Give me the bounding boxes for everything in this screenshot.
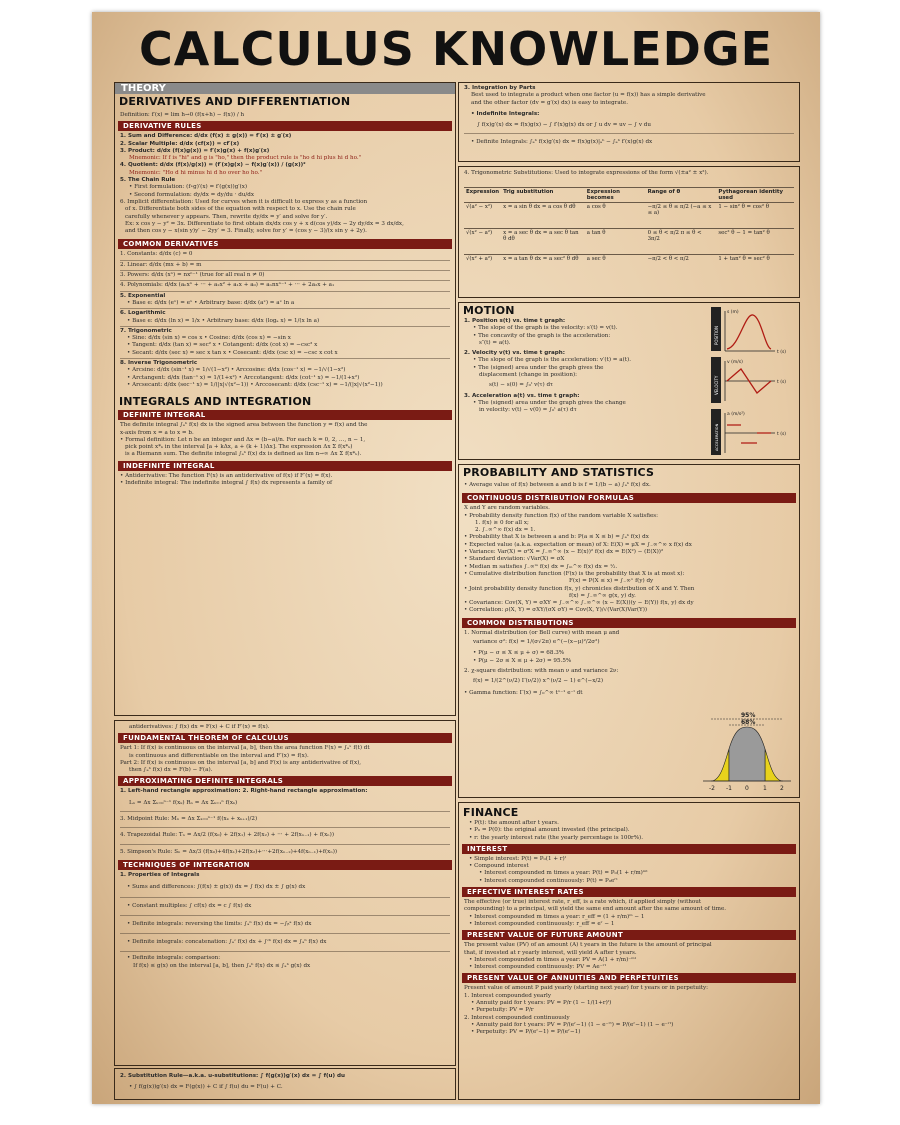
common-derivatives-list (115, 251, 455, 389)
cont-line: • Probability density function f(x) of the random variable X satisfies: (464, 512, 659, 519)
motion-line: s″(t) = a(t). (479, 339, 511, 346)
common-derivative: 5. Exponential (120, 292, 166, 299)
derivatives-heading: DERIVATIVES AND DIFFERENTIATION (119, 95, 351, 108)
table-header: Pythagorean identity used (716, 188, 794, 203)
bell-tick: 0 (745, 785, 749, 792)
annuity-line: • Annuity paid for t years: PV = P/(eʳ−1) (1 − e⁻ʳᵗ) = P/(eʳ−1) (1 − e⁻ʳᵗ) (471, 1021, 674, 1028)
common-distributions-band: COMMON DISTRIBUTIONS (462, 618, 796, 628)
table-header: Expression (464, 188, 501, 203)
table-cell: a cos θ (585, 203, 646, 229)
table-header: Expression becomes (585, 188, 646, 203)
cont-line: • Median m satisfies ∫₋∞ᵐ f(x) dx = ∫ₘ^∞ f(x) dx = ½. (464, 563, 618, 570)
acceleration-graph (711, 409, 786, 455)
interest-line: • Compound interest (469, 863, 529, 870)
finance-intro: • P(t): the amount after t years. (469, 820, 559, 826)
dist-line: • P(μ − 2σ ≤ X ≤ μ + 2σ) = 95.5% (473, 657, 572, 664)
common-derivative: 6. Logarithmic (120, 310, 166, 317)
common-derivative: 8. Inverse Trigonometric (120, 360, 198, 367)
table-header: Range of θ (646, 188, 717, 203)
table-cell: 0 ≤ θ < π/2 π ≤ θ < 3π/2 (646, 229, 717, 255)
rule-line: 1. Sum and Difference: d/dx (f(x) ± g(x)) = f′(x) ± g′(x) (120, 133, 292, 140)
indefinite-line: • Indefinite integral: The indefinite integral ∫ f(x) dx represents a family of (120, 479, 333, 486)
approx-line: 5. Simpson's Rule: Sₙ = Δx/3 (f(x₀)+4f(x₁)+2f(x₂)+···+2f(xₙ₋₂)+4f(xₙ₋₁)+f(xₙ)) (120, 848, 338, 855)
table-header: Trig substitution (501, 188, 585, 203)
rule-line: and then cos y − x(sin y)y′ − 2yy′ = 3. Finally, solve for y′ = (cos y − 3)/(x sin y + 2y). (125, 228, 367, 235)
finance-intro: • r: the yearly interest rate (the yearly percentage is 100r%). (469, 834, 643, 841)
table-cell: −π/2 ≤ θ ≤ π/2 (−a ≤ x ≤ a) (646, 203, 717, 229)
effective-line: • Interest compounded continuously: r_eff = eʳ − 1 (469, 920, 615, 927)
dist-line: • Gamma function: Γ(x) = ∫₀^∞ tˣ⁻¹ e⁻ᵗ dt (464, 689, 583, 696)
theory-tag: THEORY (115, 83, 455, 94)
tech-line: • Definite integrals: reversing the limits: ∫ₐᵇ f(x) dx = −∫ᵦᵃ f(x) dx (127, 920, 312, 927)
velocity-xlabel: t (s) (777, 380, 787, 385)
motion-graphs (709, 305, 795, 457)
table-cell: sec² θ − 1 = tan² θ (716, 229, 794, 255)
pv-line: • Interest compounded m times a year: PV = A(1 + r/m)⁻ᵐᵗ (469, 956, 637, 963)
cont-line: X and Y are random variables. (464, 505, 550, 512)
cont-line: f(x) = ∫₋∞^∞ g(x, y) dy. (569, 592, 636, 599)
mnemonic-line: Mnemonic: "Ho d hi minus hi d ho over ho ho." (129, 169, 263, 176)
bell-center (729, 727, 765, 781)
velocity-ylabel: v (m/s) (727, 360, 743, 365)
bell-tail-right (765, 749, 783, 781)
continuous-list (459, 505, 799, 614)
dist-line: variance σ²: f(x) = 1/(σ√2π) e^(−(x−μ)²/2σ²) (473, 639, 600, 646)
trig-sub-table (464, 187, 794, 281)
derivative-rules-list (115, 133, 455, 235)
motion-line: 2. Velocity v(t) vs. time t graph: (464, 350, 566, 357)
definite-line: pick point x*ₖ in the interval [a + kΔx, a + (k + 1)Δx]. The expression Δx Σ f(x*ₖ) (125, 444, 353, 451)
pv-line: The present value (PV) of an amount (A) t years in the future is the amount of principal (464, 942, 712, 949)
table-cell: √(a² − x²) (464, 203, 501, 229)
table-cell: x = a sec θ dx = a sec θ tan θ dθ (501, 229, 585, 255)
common-derivative: 4. Polynomials: d/dx (aₙxⁿ + ··· + a₂x² + a₁x + a₀) = aₙnxⁿ⁻¹ + ··· + 2a₂x + a₁ (120, 282, 335, 289)
ftc-line: then ∫ₐᵇ f(x) dx = F(b) − F(a). (129, 767, 213, 774)
motion-line: 1. Position s(t) vs. time t graph: (464, 318, 566, 324)
approx-band: APPROXIMATING DEFINITE INTEGRALS (118, 776, 452, 786)
common-derivative: • Arcsine: d/dx (sin⁻¹ x) = 1/√(1−x²) • Arccosine: d/dx (cos⁻¹ x) = −1/√(1−x²) (127, 367, 346, 374)
derivative-rules-band: DERIVATIVE RULES (118, 121, 452, 131)
indefinite-line: • Antiderivative: The function F(x) is an antiderivative of f(x) if F′(x) = f(x). (120, 472, 333, 479)
subst-line: • ∫ f(g(x))g′(x) dx = F(g(x)) + C if ∫ f(u) du = F(u) + C. (129, 1084, 283, 1091)
annuity-line: • Perpetuity: PV = P/r (471, 1007, 534, 1014)
cont-line: • Expected value (a.k.a. expectation or mean) of X: E(X) = μX = ∫₋∞^∞ x f(x) dx (464, 541, 692, 548)
effective-line: compounding) to a principal, will yield the same end amount after the same amount of time. (464, 906, 727, 913)
dist-line: • P(μ − σ ≤ X ≤ μ + σ) = 68.3% (473, 650, 565, 657)
table-cell: 1 + tan² θ = sec² θ (716, 255, 794, 281)
rule-line: 5. The Chain Rule (120, 177, 176, 184)
rule-line: • Second formulation: dy/dx = dy/du · du/dx (129, 191, 255, 198)
position-xlabel: t (s) (777, 350, 787, 355)
cont-line: • Cumulative distribution function (F(x) is the probability that X is at most x): (464, 570, 685, 577)
finance-intro: • P₀ = P(0): the original amount invested (the principal). (469, 827, 630, 834)
common-derivative: • Arcsecant: d/dx (sec⁻¹ x) = 1/(|x|√(x²−1)) • Arccosecant: d/dx (csc⁻¹ x) = −1/(|x|√(x²−1)) (127, 381, 383, 388)
motion-heading: MOTION (463, 304, 515, 317)
common-derivatives-band: COMMON DERIVATIVES (118, 239, 452, 249)
dist-line: f(x) = 1/(2^(ν/2) Γ(ν/2)) x^(ν/2 − 1) e^(−x/2) (473, 678, 604, 685)
cont-line: • Correlation: ρ(X, Y) = σXY/(σX σY) = Cov(X, Y)/√(Var(X)Var(Y)) (464, 607, 648, 614)
definite-line: The definite integral ∫ₐᵇ f(x) dx is the signed area between the function y = f(x) and the (120, 422, 368, 429)
page-title: CALCULUS KNOWLEDGE (138, 22, 774, 76)
motion-line: 3. Acceleration a(t) vs. time t graph: (464, 392, 580, 399)
definite-line: • Formal definition: Let n be an integer and Δx = (b−a)/n. For each k = 0, 2, …, n − 1, (120, 436, 366, 443)
annuity-line: • Perpetuity: PV = P/(eʳ−1) = P/(eʳ−1) (471, 1029, 581, 1036)
tech-line: • Definite integrals: comparison: (127, 955, 221, 962)
parts-line: • Definite Integrals: ∫ₐᵇ f(x)g′(x) dx = f(x)g(x)|ₐᵇ − ∫ₐᵇ f′(x)g(x) dx (471, 139, 653, 146)
bell-tick: -2 (709, 785, 715, 792)
cont-line: • Covariance: Cov(X, Y) = σXY = ∫₋∞^∞ ∫₋∞^∞ (x − E(X))(y − E(Y)) f(x, y) dx dy (464, 600, 694, 607)
continuous-band: CONTINUOUS DISTRIBUTION FORMULAS (462, 493, 796, 503)
tech-line: 1. Properties of Integrals (120, 871, 200, 878)
motion-line: • The slope of the graph is the acceleration: v′(t) = a(t). (473, 357, 631, 364)
rule-line: 3. Product: d/dx (f(x)g(x)) = f′(x)g(x) + f(x)g′(x) (120, 147, 270, 154)
indefinite-integral-band: INDEFINITE INTEGRAL (118, 461, 452, 471)
trig-sub-panel (458, 166, 800, 298)
trig-sub-intro: 4. Trigonometric Substitutions: Used to integrate expressions of the form √(±a² ± x²). (464, 170, 709, 176)
bell-tail-left (711, 749, 729, 781)
ftc-line: Part 2: If f(x) is continuous on the interval [a, b] and F(x) is any antiderivative of f(x), (120, 759, 362, 766)
probability-heading: PROBABILITY AND STATISTICS (463, 466, 655, 479)
motion-panel (458, 302, 800, 460)
velocity-graph (711, 357, 786, 403)
cont-line: 2. ∫₋∞^∞ f(x) dx = 1. (475, 527, 536, 534)
table-cell: x = a sin θ dx = a cos θ dθ (501, 203, 585, 229)
motion-line: • The concavity of the graph is the acceleration: (473, 332, 611, 339)
annuity-line: • Annuity paid for t years: PV = P/r (1 − 1/(1+r)ᵗ) (471, 1000, 612, 1007)
approx-line: 3. Midpoint Rule: Mₙ = Δx Σₖ₌₀ⁿ⁻¹ f((xₖ + xₖ₊₁)/2) (120, 816, 258, 823)
tech-line: • Definite integrals: concatenation: ∫ₐᶜ f(x) dx + ∫ᶜᵇ f(x) dx = ∫ₐᵇ f(x) dx (127, 939, 327, 946)
table-cell: √(x² + a²) (464, 255, 501, 281)
bell-curve (699, 711, 795, 795)
table-row (464, 255, 794, 281)
definite-integral-band: DEFINITE INTEGRAL (118, 410, 452, 420)
common-derivative: • Tangent: d/dx (tan x) = sec² x • Cotangent: d/dx (cot x) = −csc² x (127, 342, 318, 349)
effective-band: EFFECTIVE INTEREST RATES (462, 887, 796, 897)
bell-tick: -1 (726, 785, 732, 792)
probability-panel (458, 464, 800, 798)
table-cell: −π/2 < θ < π/2 (646, 255, 717, 281)
tech-line: • Constant multiples: ∫ cf(x) dx = c ∫ f(x) dx (127, 902, 252, 909)
definite-line: x-axis from x = a to x = b. (120, 429, 194, 436)
common-derivative: • Sine: d/dx (sin x) = cos x • Cosine: d/dx (cos x) = −sin x (127, 335, 291, 342)
table-cell: x = a tan θ dx = a sec² θ dθ (501, 255, 585, 281)
ftc-band: FUNDAMENTAL THEOREM OF CALCULUS (118, 733, 452, 743)
bell-tick: 2 (780, 785, 784, 792)
substitution-panel (114, 1068, 456, 1100)
ftc-line: Part 1: If f(x) is continuous on the interval [a, b], then the area function F(x) = ∫ₐˣ f(t) dt (120, 745, 370, 752)
rule-line: carefully whenever y appears. Then, rewrite dy/dx = y′ and solve for y′. (125, 213, 328, 220)
interest-line: • Simple interest: P(t) = P₀(1 + r)ᵗ (469, 855, 567, 862)
rule-line: of x. Differentiate both sides of the equation with respect to x. Use the chain rule (125, 206, 356, 213)
cont-line: • Variance: Var(X) = σ²X = ∫₋∞^∞ (x − E(x))² f(x) dx = E(X²) − (E(X))² (464, 549, 664, 556)
poster (92, 12, 820, 1104)
table-cell: a sec θ (585, 255, 646, 281)
motion-text (459, 318, 707, 415)
table-cell: 1 − sin² θ = cos² θ (716, 203, 794, 229)
common-derivative: 1. Constants: d/dx (c) = 0 (120, 251, 193, 258)
cont-line: 1. f(x) ≥ 0 for all x; (475, 519, 529, 526)
finance-heading: FINANCE (463, 806, 519, 819)
finance-panel (458, 802, 800, 1100)
cont-line: • Probability that X is between a and b: P(a ≤ X ≤ b) = ∫ₐᵇ f(x) dx (464, 534, 649, 541)
common-derivative: • Base e: d/dx (eˣ) = eˣ • Arbitrary base: d/dx (aˣ) = aˣ ln a (127, 299, 295, 306)
techniques-band: TECHNIQUES OF INTEGRATION (118, 860, 452, 870)
rule-line: 6. Implicit differentiation: Used for curves when it is difficult to express y as a function (120, 198, 368, 205)
parts-line: Best used to integrate a product when one factor (u = f(x)) has a simple derivative (471, 92, 706, 99)
parts-line: 3. Integration by Parts (464, 85, 536, 91)
motion-line: s(t) − s(0) = ∫₀ᵗ v(τ) dτ (489, 382, 554, 389)
cont-line: • Joint probability density function f(x, y) chronicles distribution of X and Y. Then (464, 585, 695, 592)
tech-line: If f(x) ≤ g(x) on the interval [a, b], then ∫ₐᵇ f(x) dx ≤ ∫ₐᵇ g(x) dx (133, 962, 311, 969)
parts-panel (458, 82, 800, 162)
motion-line: • The (signed) area under the graph gives the change (473, 399, 626, 406)
velocity-side-label: VELOCITY (714, 375, 719, 395)
pv-line: • Interest compounded continuously: PV = Ae⁻ʳᵗ (469, 964, 607, 971)
bell-label-95: 95% (741, 712, 756, 719)
motion-line: • The slope of the graph is the velocity: s′(t) = v(t). (473, 325, 618, 332)
mnemonic-line: Mnemonic: If f is "hi" and g is "ho," then the product rule is "ho d hi plus hi d ho." (129, 155, 362, 162)
theory-panel (114, 82, 456, 716)
common-derivative: 7. Trigonometric (120, 327, 172, 334)
dist-line: 2. χ-square distribution: with mean ν and variance 2ν: (464, 667, 619, 674)
definite-line: is a Riemann sum. The definite integral ∫ₐᵇ f(x) dx is defined as lim n→∞ Δx Σ f(x*ₖ). (125, 451, 362, 458)
rule-line: • First formulation: (f∘g)′(x) = f′(g(x))g′(x) (129, 184, 248, 191)
position-side-label: POSITION (714, 325, 719, 345)
annuity-line: 2. Interest compounded continuously (464, 1014, 570, 1021)
interest-line: • Interest compounded continuously: P(t) = P₀eʳᵗ (479, 877, 618, 884)
parts-line: ∫ f(x)g′(x) dx = f(x)g(x) − ∫ f′(x)g(x) dx or ∫ u dv = uv − ∫ v du (477, 122, 651, 129)
acceleration-ylabel: a (m/s²) (727, 412, 745, 417)
derivative-definition: Definition: f′(x) = lim h→0 (f(x+h) − f(x)) / h (120, 112, 245, 118)
interest-line: • Interest compounded m times a year: P(t) = P₀(1 + r/m)ᵐᵗ (479, 870, 648, 877)
dist-line: 1. Normal distribution (or Bell curve) with mean μ and (464, 629, 620, 636)
table-row (464, 229, 794, 255)
cont-line: • Standard deviation: √Var(X) = σX (464, 556, 565, 563)
tech-line: • Sums and differences: ∫(f(x) ± g(x)) dx = ∫ f(x) dx ± ∫ g(x) dx (127, 884, 306, 891)
subst-line: 2. Substitution Rule—a.k.a. u-substitutions: ∫ f(g(x))g′(x) dx = ∫ f(u) du (120, 1073, 346, 1079)
approx-line: Lₙ = Δx Σₖ₌₀ⁿ⁻¹ f(xₖ) Rₙ = Δx Σₖ₌₁ⁿ f(xₖ) (129, 799, 238, 806)
integration-panel (114, 720, 456, 1066)
common-derivative: 2. Linear: d/dx (mx + b) = m (120, 261, 202, 268)
pv-line: that, if invested at r yearly interest, will yield A after t years. (464, 949, 637, 956)
common-derivative: • Arctangent: d/dx (tan⁻¹ x) = 1/(1+x²) • Arccotangent: d/dx (cot⁻¹ x) = −1/(1+x²) (127, 374, 360, 381)
effective-line: The effective (or true) interest rate, r_eff, is a rate which, if applied simply (without (464, 899, 702, 906)
rule-line: 4. Quotient: d/dx (f(x)/g(x)) = (f′(x)g(x) − f(x)g′(x)) / (g(x))² (120, 162, 306, 169)
motion-line: in velocity: v(t) − v(0) = ∫₀ᵗ a(τ) dτ (479, 407, 577, 414)
cont-line: F(x) = P(X ≤ x) = ∫₋∞ˣ f(y) dy (569, 578, 654, 585)
average-value: • Average value of f(x) between a and b is f̄ = 1/(b − a) ∫ₐᵇ f(x) dx. (464, 482, 651, 488)
common-derivative: • Secant: d/dx (sec x) = sec x tan x • Cosecant: d/dx (csc x) = −csc x cot x (127, 349, 338, 356)
rule-line: 2. Scalar Multiple: d/dx (cf(x)) = cf′(x) (120, 140, 240, 147)
position-graph (711, 307, 786, 355)
integrals-heading: INTEGRALS AND INTEGRATION (119, 395, 312, 409)
common-derivative: 3. Powers: d/dx (xⁿ) = nxⁿ⁻¹ (true for all real n ≠ 0) (120, 272, 265, 279)
motion-line: displacement (change in position): (479, 372, 578, 379)
table-row (464, 203, 794, 229)
table-cell: a tan θ (585, 229, 646, 255)
distributions-text (459, 630, 695, 697)
acceleration-xlabel: t (s) (777, 432, 787, 437)
indefinite-line: antiderivatives: ∫ f(x) dx = F(x) + C if F′(x) = f(x). (129, 724, 270, 730)
acceleration-side-label: ACCELERATION (715, 423, 719, 451)
ftc-line: is continuous and differentiable on the interval and F′(x) = f(x). (129, 752, 309, 759)
parts-line: and the other factor (dv = g′(x) dx) is easy to integrate. (471, 99, 628, 106)
annuity-line: Present value of amount P paid yearly (starting next year) for t years or in perpetuity: (464, 985, 709, 992)
interest-band: INTEREST (462, 844, 796, 854)
approx-line: 4. Trapezoidal Rule: Tₙ = Δx/2 (f(x₀) + 2f(x₁) + 2f(x₂) + ··· + 2f(xₙ₋₁) + f(xₙ)) (120, 832, 335, 839)
effective-line: • Interest compounded m times a year: r_eff = (1 + r/m)ᵐ − 1 (469, 913, 645, 920)
table-cell: √(x² − a²) (464, 229, 501, 255)
present-value-band: PRESENT VALUE OF FUTURE AMOUNT (462, 930, 796, 940)
rule-line: Ex: x cos y − y² = 3x. Differentiate to first obtain dx/dx cos y + x d(cos y)/dx − 2y dy/dx = 3 dx/dx, (125, 220, 404, 227)
motion-line: • The (signed) area under the graph gives the (473, 364, 604, 371)
bell-tick: 1 (763, 785, 767, 792)
annuity-band: PRESENT VALUE OF ANNUITIES AND PERPETUITIES (462, 973, 796, 983)
position-ylabel: s (m) (727, 310, 739, 315)
common-derivative: • Base e: d/dx (ln x) = 1/x • Arbitrary base: d/dx (logₐ x) = 1/(x ln a) (127, 317, 320, 324)
parts-line: • Indefinite Integrals: (471, 110, 540, 117)
bell-label-68: 68% (741, 719, 756, 726)
table-header-row (464, 188, 794, 203)
approx-line: 1. Left-hand rectangle approximation: 2. Right-hand rectangle approximation: (120, 788, 368, 795)
annuity-line: 1. Interest compounded yearly (464, 992, 552, 999)
